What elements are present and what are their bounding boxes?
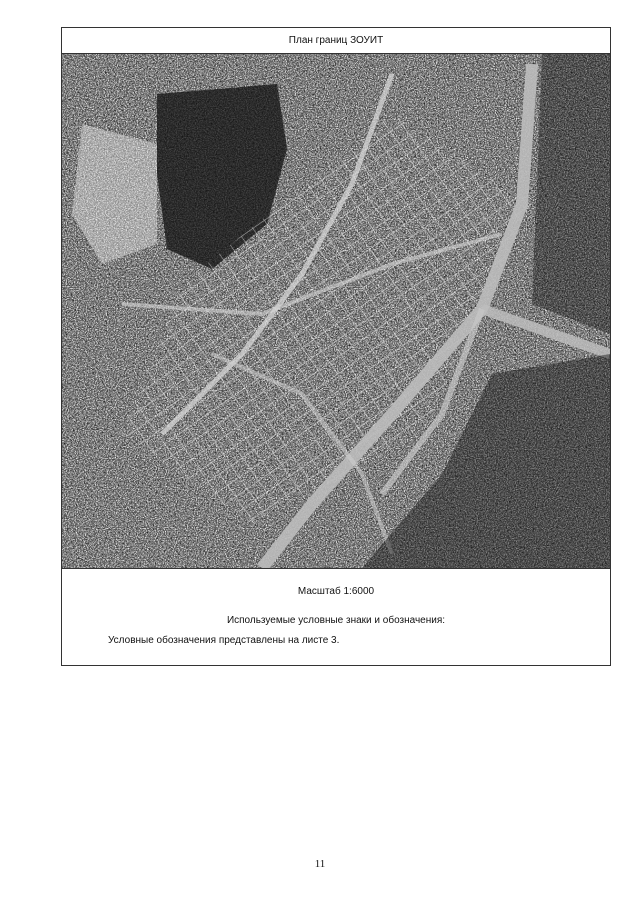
map-title: План границ ЗОУИТ: [62, 28, 610, 54]
aerial-map-image: [62, 54, 610, 569]
legend-title: Используемые условные знаки и обозначения:: [226, 615, 446, 626]
legend-text: Условные обозначения представлены на листе 3.: [108, 635, 340, 646]
page-number: 11: [314, 858, 326, 870]
map-sheet: [61, 27, 611, 666]
scale-label: Масштаб 1:6000: [297, 586, 375, 597]
